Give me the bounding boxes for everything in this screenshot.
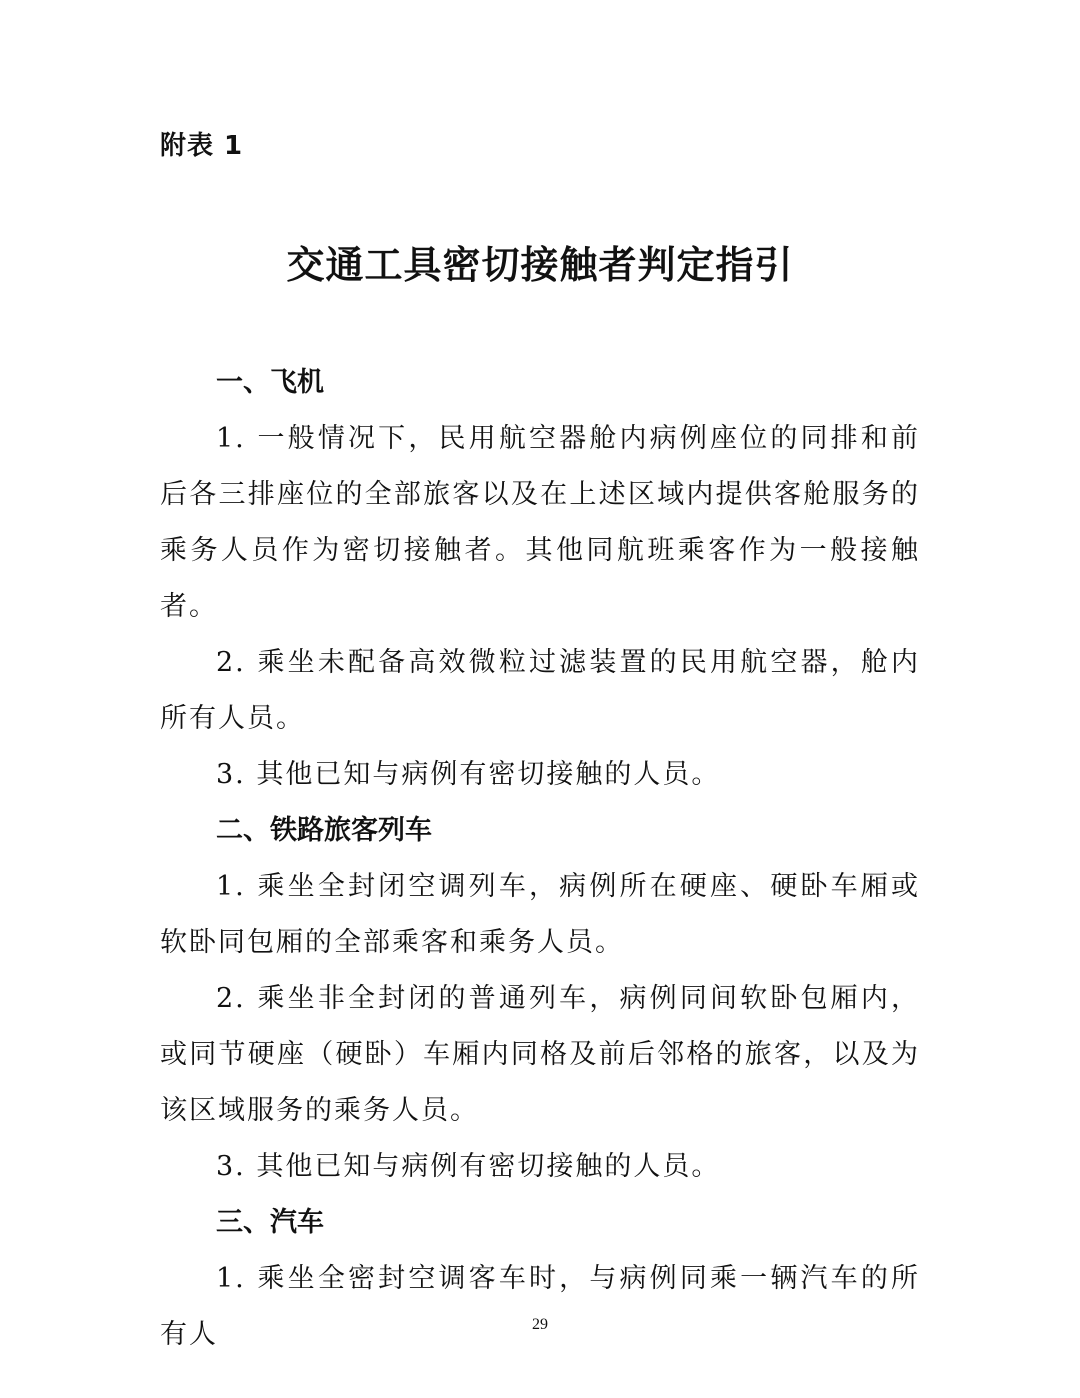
document-body: [160, 355, 920, 1363]
annex-label: 附表 1: [160, 131, 244, 161]
airplane-paragraph-3: 3. 其他已知与病例有密切接触的人员。: [216, 759, 721, 790]
train-paragraph-1: 1. 乘坐全封闭空调列车，病例所在硬座、硬卧车厢或软卧同包厢的全部乘客和乘务人员。: [160, 871, 920, 958]
section-heading-train: 二、铁路旅客列车: [216, 815, 432, 846]
airplane-paragraph-1: 1. 一般情况下，民用航空器舱内病例座位的同排和前后各三排座位的全部旅客以及在上述区域内提供客舱服务的乘务人员作为密切接触者。其他同航班乘客作为一般接触者。: [160, 423, 920, 622]
page-number: 29: [532, 1316, 548, 1333]
section-heading-airplane: 一、飞机: [216, 367, 324, 398]
train-paragraph-2: 2. 乘坐非全封闭的普通列车，病例同间软卧包厢内，或同节硬座（硬卧）车厢内同格及前后邻格的旅客，以及为该区域服务的乘务人员。: [160, 983, 920, 1126]
document-title: 交通工具密切接触者判定指引: [286, 243, 794, 287]
section-heading-car: 三、汽车: [216, 1207, 324, 1238]
car-paragraph-1: 1. 乘坐全密封空调客车时，与病例同乘一辆汽车的所有人: [160, 1263, 920, 1350]
train-paragraph-3: 3. 其他已知与病例有密切接触的人员。: [216, 1151, 721, 1182]
airplane-paragraph-2: 2. 乘坐未配备高效微粒过滤装置的民用航空器，舱内所有人员。: [160, 647, 920, 734]
